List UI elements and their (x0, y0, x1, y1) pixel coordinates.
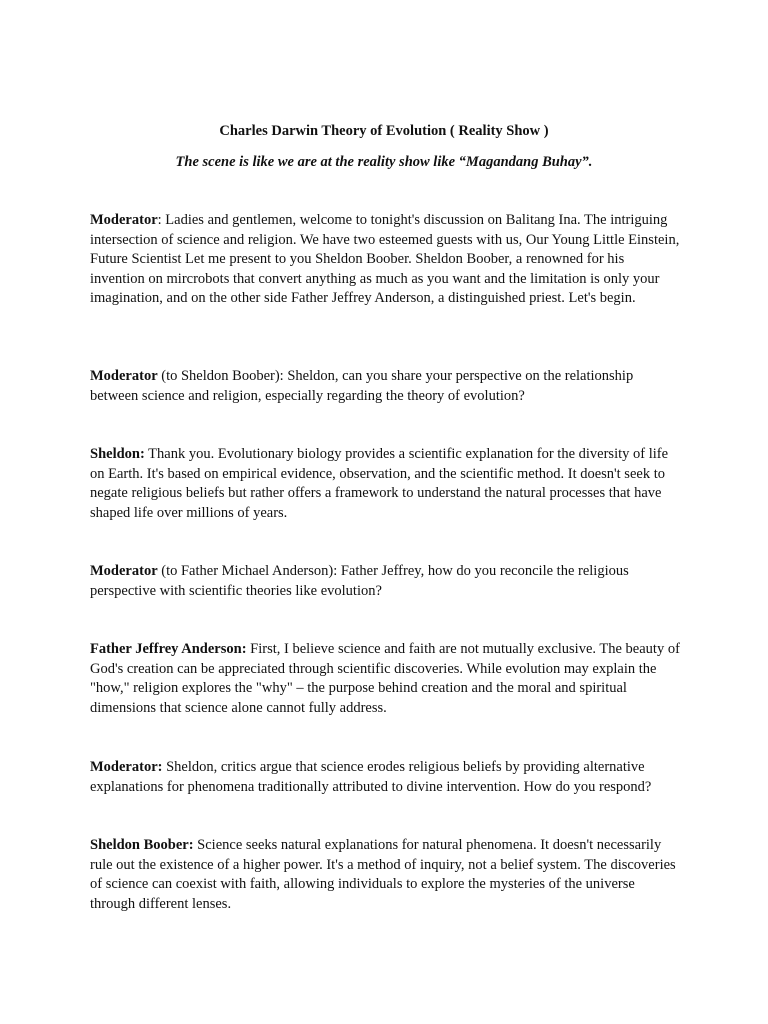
dialogue-paragraph-7 (90, 836, 680, 914)
speaker-name: Sheldon: (90, 446, 145, 462)
dialogue-paragraph-4 (90, 562, 680, 601)
dialogue-paragraph-6 (90, 758, 680, 797)
dialogue-text: Sheldon, critics argue that science erodes religious beliefs by providing alternative explanations for phenomena traditionally attributed to divine intervention. How do you respond? (90, 759, 652, 795)
dialogue-text: (to Sheldon Boober): Sheldon, can you share your perspective on the relationship between science and religion, especially regarding the theory of evolution? (90, 368, 634, 404)
document-subtitle: The scene is like we are at the reality show like “Magandang Buhay”. (175, 154, 593, 170)
dialogue-text: (to Father Michael Anderson): Father Jeffrey, how do you reconcile the religious perspective with scientific theories like evolution? (90, 563, 629, 599)
dialogue-text: First, I believe science and faith are not mutually exclusive. The beauty of God's creation can be appreciated through scientific discoveries. While evolution may explain the "how," religion explores the "why" – the purpose behind creation and the moral and spiritual dimensions that science alone cannot fully address. (90, 641, 680, 716)
dialogue-text: : Ladies and gentlemen, welcome to tonight's discussion on Balitang Ina. The intriguing intersection of science and religion. We have two esteemed guests with us, Our Young Little Einstein, Future Scientist Let me present to you Sheldon Boober. Sheldon Boober, a renowned for his invention on mircrobots that convert anything as much as you want and the limitation is only your imagination, and on the other side Father Jeffrey Anderson, a distinguished priest. Let's begin. (90, 212, 680, 307)
dialogue-paragraph-1 (90, 211, 680, 309)
speaker-name: Father Jeffrey Anderson: (90, 641, 247, 657)
dialogue-text: Science seeks natural explanations for natural phenomena. It doesn't necessarily rule out the existence of a higher power. It's a method of inquiry, not a belief system. The discoveries of science can coexist with faith, allowing individuals to explore the mysteries of the universe through different lenses. (90, 837, 676, 912)
speaker-name: Sheldon Boober: (90, 837, 194, 853)
document-title: Charles Darwin Theory of Evolution ( Reality Show ) (219, 123, 549, 139)
dialogue-text: Thank you. Evolutionary biology provides a scientific explanation for the diversity of life on Earth. It's based on empirical evidence, observation, and the scientific method. It doesn't seek to negate religious beliefs but rather offers a framework to understand the natural processes that have shaped life over millions of years. (90, 446, 669, 521)
dialogue-paragraph-5 (90, 640, 680, 718)
dialogue-paragraph-2 (90, 367, 680, 406)
speaker-name: Moderator: (90, 759, 163, 775)
speaker-name: Moderator (90, 212, 158, 228)
speaker-name: Moderator (90, 563, 158, 579)
speaker-name: Moderator (90, 368, 158, 384)
dialogue-paragraph-3 (90, 445, 680, 523)
